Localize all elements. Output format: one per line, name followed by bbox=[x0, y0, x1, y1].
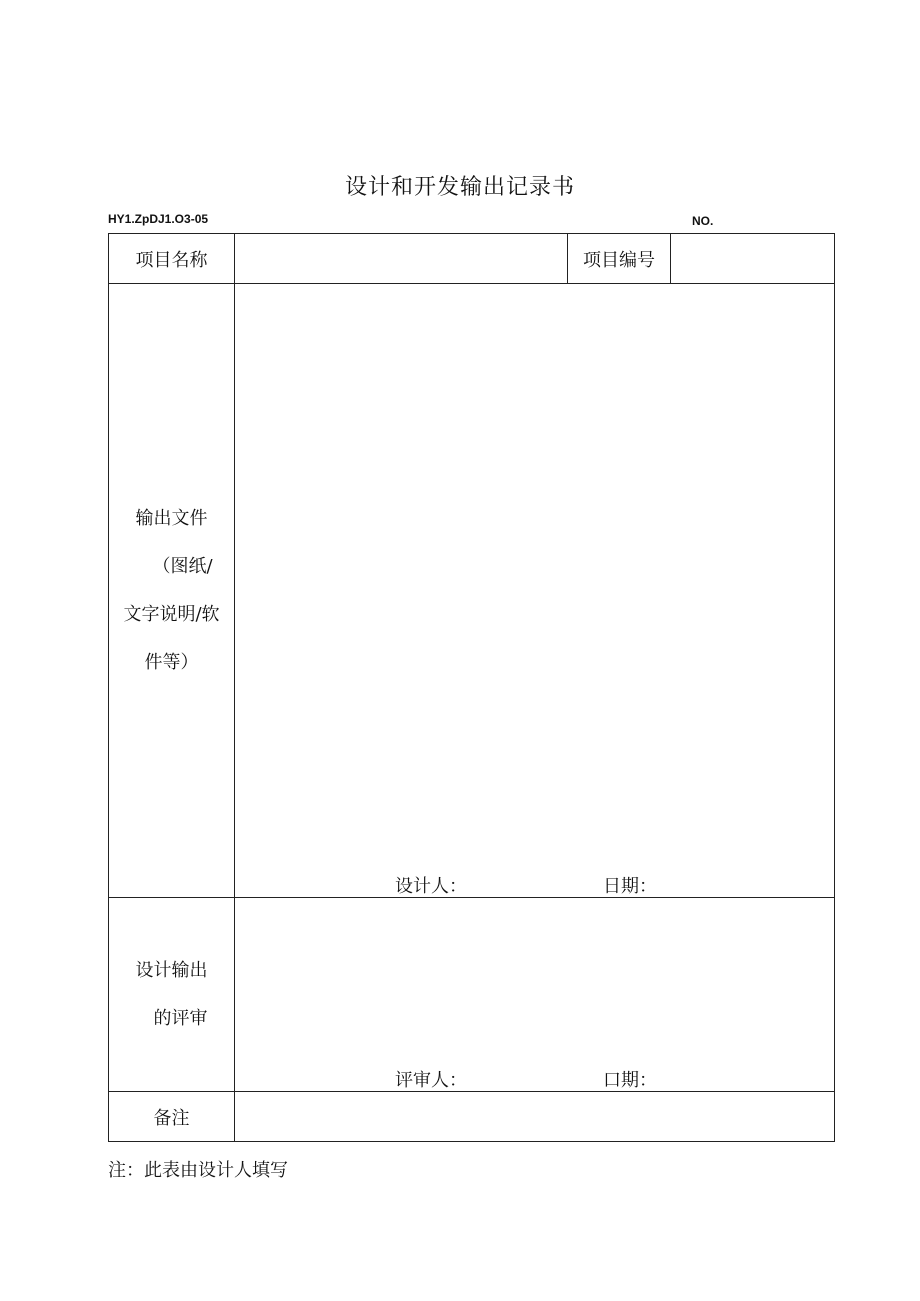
designer-label: 设计人： bbox=[395, 876, 467, 897]
output-files-label-line: （图纸/ bbox=[152, 555, 213, 577]
review-label bbox=[109, 898, 235, 1092]
output-files-label-line: 件等） bbox=[144, 651, 199, 673]
project-row bbox=[109, 234, 835, 284]
project-number-label: 项目编号 bbox=[568, 234, 671, 284]
review-date-label: 口期： bbox=[603, 1070, 657, 1091]
review-label-line: 设计输出 bbox=[135, 959, 208, 981]
output-files-label-line: 文字说明/软 bbox=[123, 603, 220, 625]
output-files-row bbox=[109, 284, 835, 898]
form-number-label: NO. bbox=[692, 214, 714, 228]
project-name-label: 项目名称 bbox=[109, 234, 235, 284]
output-files-content[interactable] bbox=[235, 284, 835, 898]
review-row bbox=[109, 898, 835, 1092]
review-label-line: 的评审 bbox=[153, 1007, 208, 1029]
document-title: 设计和开发输出记录书 bbox=[344, 175, 575, 200]
project-number-field[interactable] bbox=[671, 234, 835, 284]
project-name-field[interactable] bbox=[235, 234, 568, 284]
form-code: HY1.ZpDJ1.O3-05 bbox=[108, 212, 209, 226]
remarks-field[interactable] bbox=[235, 1092, 835, 1142]
design-date-label: 日期： bbox=[603, 876, 657, 897]
output-files-label bbox=[109, 284, 235, 898]
remarks-row bbox=[109, 1092, 835, 1142]
output-record-table bbox=[108, 233, 835, 1142]
footer-note: 注：此表由设计人填写 bbox=[108, 1160, 288, 1181]
remarks-label: 备注 bbox=[109, 1092, 235, 1142]
output-files-label-line: 输出文件 bbox=[135, 507, 208, 529]
review-content[interactable] bbox=[235, 898, 835, 1092]
reviewer-label: 评审人： bbox=[395, 1070, 467, 1091]
